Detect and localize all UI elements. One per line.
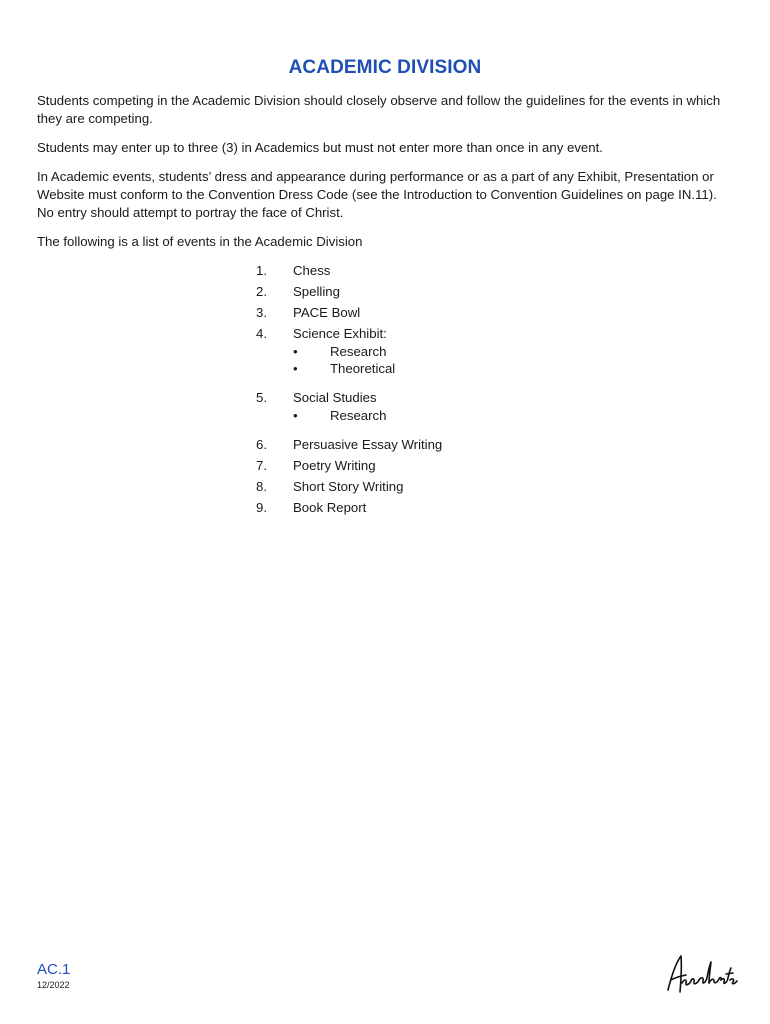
bullet-icon: • (293, 361, 298, 376)
event-item-persuasive-essay (256, 436, 656, 454)
event-label: Short Story Writing (293, 478, 404, 494)
event-item-science-exhibit (256, 325, 656, 386)
event-number: 6. (256, 436, 267, 452)
event-number: 2. (256, 284, 267, 299)
intro-paragraph-dress-code: In Academic events, students’ dress and appearance during performance or as a part of any Exhibit, Presentation or Website must conform to the Convention Dress Code (see the Introduction to Convention Guidelines on page IN.11). No entry should attempt to portray the face of Christ. (37, 169, 717, 220)
sub-item-label: Research (330, 343, 387, 359)
event-label: Social Studies (293, 390, 377, 405)
event-sub-list (293, 343, 656, 378)
bullet-icon: • (293, 407, 298, 423)
intro-paragraph-entry-limit: Students may enter up to three (3) in Academics but must not enter more than once in any event. (37, 140, 603, 155)
event-number: 3. (256, 305, 267, 320)
event-item-spelling (256, 283, 656, 301)
event-label: Poetry Writing (293, 457, 376, 473)
accelerate-logo-icon (662, 950, 738, 996)
revision-date: 12/2022 (37, 980, 70, 990)
event-label: Chess (293, 263, 331, 278)
event-label: Persuasive Essay Writing (293, 436, 443, 452)
event-number: 1. (256, 263, 267, 278)
event-item-short-story (256, 478, 656, 496)
intro-paragraph-list-lead: The following is a list of events in the Academic Division (37, 234, 363, 249)
event-number: 4. (256, 326, 267, 341)
event-label: Book Report (293, 499, 367, 515)
event-item-social-studies (256, 389, 656, 432)
bullet-icon: • (293, 343, 298, 359)
page-title: ACADEMIC DIVISION (288, 57, 482, 78)
sub-item-label: Research (330, 407, 387, 423)
event-item-book-report (256, 499, 656, 517)
event-item-pace-bowl (256, 304, 656, 322)
event-label: Science Exhibit: (293, 326, 387, 341)
event-number: 7. (256, 457, 267, 473)
event-item-poetry-writing (256, 457, 656, 475)
sub-list-item (293, 407, 656, 425)
event-number: 8. (256, 478, 267, 494)
sub-list-item (293, 360, 656, 378)
sub-item-label: Theoretical (330, 361, 396, 376)
event-item-chess (256, 262, 656, 280)
intro-paragraph-guidelines: Students competing in the Academic Division should closely observe and follow the guidelines for the events in which they are competing. (37, 93, 721, 126)
event-number: 9. (256, 499, 267, 515)
sub-list-item (293, 343, 656, 361)
event-list (256, 262, 656, 520)
event-number: 5. (256, 390, 267, 405)
page-code: AC.1 (37, 961, 71, 978)
event-sub-list (293, 407, 656, 425)
event-label: Spelling (293, 284, 340, 299)
event-label: PACE Bowl (293, 305, 361, 320)
